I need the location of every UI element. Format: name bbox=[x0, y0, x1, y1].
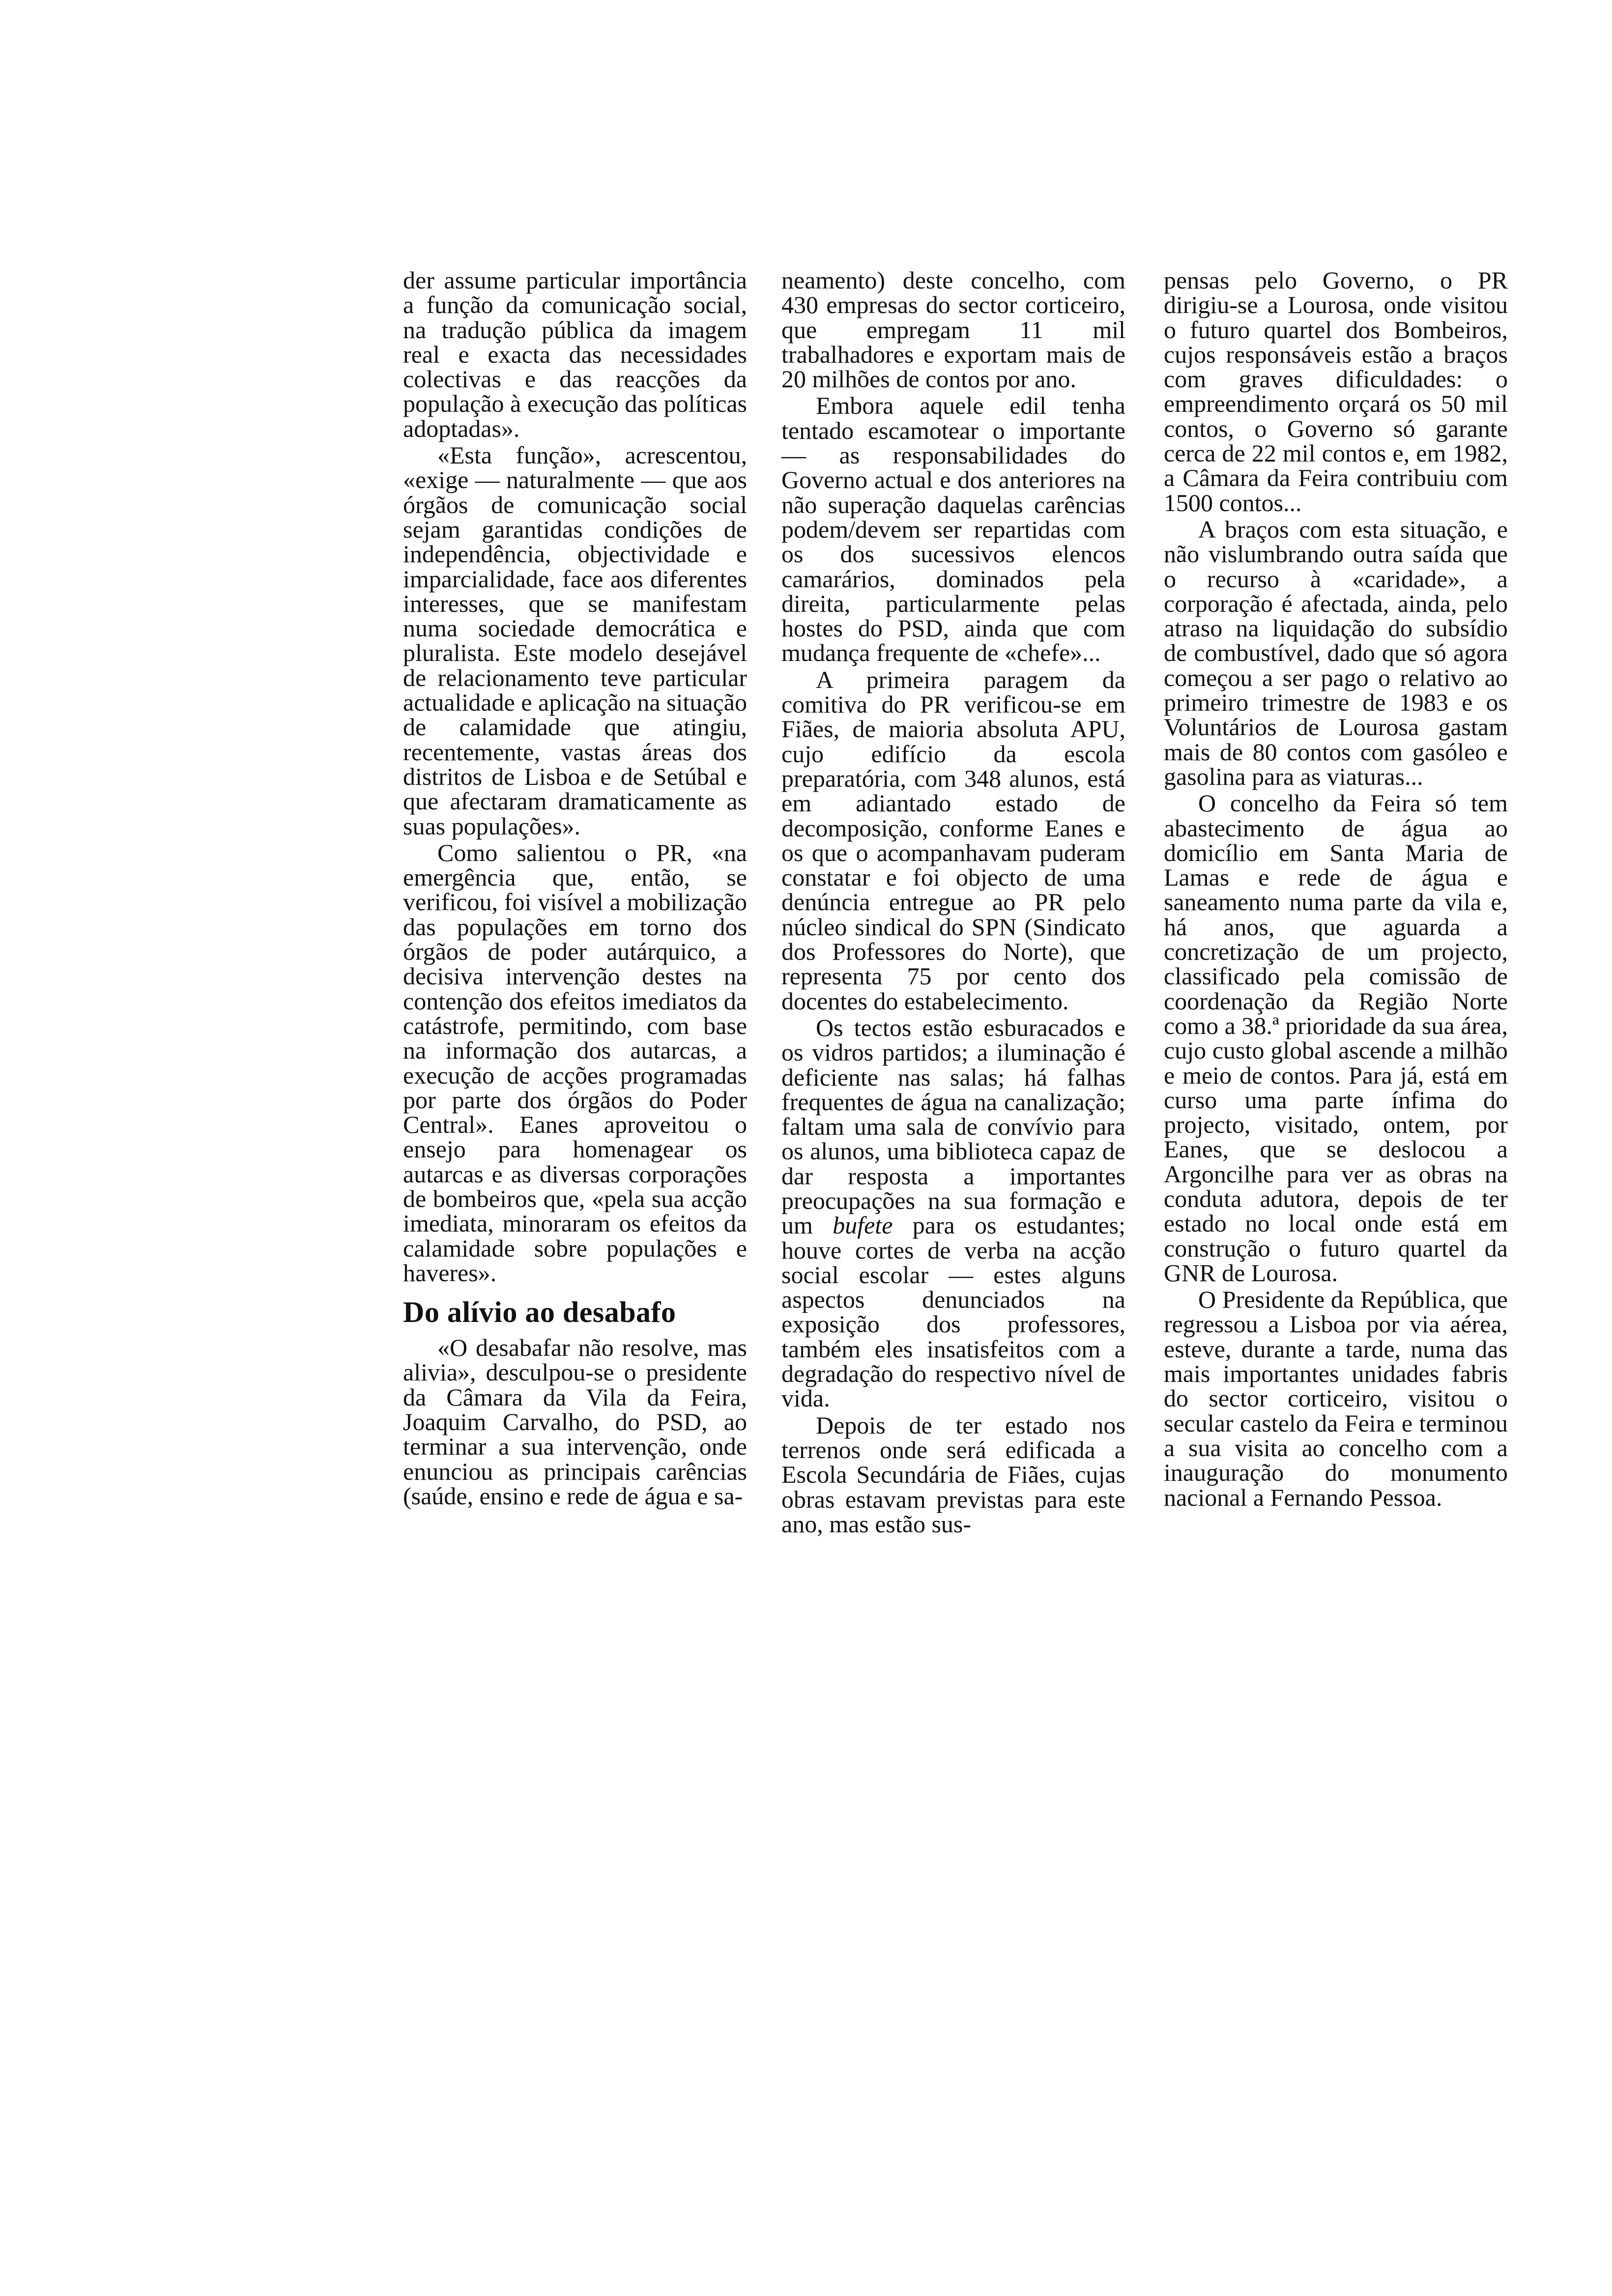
paragraph: A primeira paragem da comitiva do PR verificou-se em Fiães, de maioria absoluta APU, cujo edifício da escola preparatória, com 348 alunos, está em adiantado estado de decomposição, conforme Eanes e os que o acompanhavam puderam constatar e foi objecto de uma denúncia entregue ao PR pelo núcleo sindical do SPN (Sindicato dos Professores do Norte), que representa 75 por cento dos docentes do estabelecimento. bbox=[781, 665, 1125, 1015]
paragraph: pensas pelo Governo, o PR dirigiu-se a Lourosa, onde visitou o futuro quartel dos Bombeiros, cujos responsáveis estão a braços com graves dificuldades: o empreendimento orçará os 50 mil contos, o Governo só garante cerca de 22 mil contos e, em 1982, a Câmara da Feira contribuiu com 1500 contos... bbox=[1164, 266, 1508, 517]
paragraph: Como salientou o PR, «na emergência que, então, se verificou, foi visível a mobilização das populações em torno dos órgãos de poder autárquico, a decisiva intervenção destes na contenção dos efeitos imediatos da catástrofe, permitindo, com base na informação dos autarcas, a execução de acções programadas por parte dos órgãos do Poder Central». Eanes aproveitou o ensejo para homenagear os autarcas e as diversas corporações de bombeiros que, «pela sua acção imediata, minoraram os efeitos da calamidade sobre populações e haveres». bbox=[403, 838, 747, 1287]
paragraph: O Presidente da República, que regressou a Lisboa por via aérea, esteve, durante a tarde, numa das mais importantes unidades fabris do sector corticeiro, visitou o secular castelo da Feira e terminou a sua visita ao concelho com a inauguração do monumento nacional a Fernando Pessoa. bbox=[1164, 1286, 1508, 1511]
paragraph: O concelho da Feira só tem abastecimento de água ao domicílio em Santa Maria de Lamas e rede de água e saneamento numa parte da vila e, há anos, que aguarda a concretização de um projecto, classificado pela comissão de coordenação da Região Norte como a 38.ª prioridade da sua área, cujo custo global ascende a milhão e meio de contos. Para já, está em curso uma parte ínfima do projecto, visitado, ontem, por Eanes, que se deslocou a Argoncilhe para ver as obras na conduta adutora, depois de ter estado no local onde está em construção o futuro quartel da GNR de Lourosa. bbox=[1164, 789, 1508, 1287]
paragraph: neamento) deste concelho, com 430 empresas do sector corticeiro, que empregam 11 mil trabalhadores e exportam mais de 20 milhões de contos por ano. bbox=[781, 266, 1125, 393]
section-subheading: Do alívio ao desabafo bbox=[403, 1296, 676, 1329]
paragraph-text: para os estudantes; houve cortes de verba na acção social escolar — estes alguns aspectos denunciados na exposição dos professores, também eles insatisfeitos com a degradação do respectivo nível de vida. bbox=[781, 1211, 1125, 1412]
article-column-1 bbox=[403, 268, 747, 1508]
paragraph: «O desabafar não resolve, mas alivia», desculpou-se o presidente da Câmara da Vila da Feira, Joaquim Carvalho, do PSD, ao terminar a sua intervenção, onde enunciou as principais carências (saúde, ensino e rede de água e sa- bbox=[403, 1334, 747, 1510]
paragraph: «Esta função», acrescentou, «exige — naturalmente — que aos órgãos de comunicação social sejam garantidas condições de independência, objectividade e imparcialidade, face aos diferentes interesses, que se manifestam numa sociedade democrática e pluralista. Este modelo desejável de relacionamento teve particular actualidade e aplicação na situação de calamidade que atingiu, recentemente, vastas áreas dos distritos de Lisboa e de Setúbal e que afectaram dramaticamente as suas populações». bbox=[403, 441, 747, 840]
paragraph: A braços com esta situação, e não vislumbrando outra saída que o recurso à «caridade», a corporação é afectada, ainda, pelo atraso na liquidação do subsídio de combustível, dado que só agora começou a ser pago o relativo ao primeiro trimestre de 1983 e os Voluntários de Lourosa gastam mais de 80 contos com gasóleo e gasolina para as viaturas... bbox=[1164, 515, 1508, 790]
paragraph-text: Os tectos estão esburacados e os vidros partidos; a iluminação é deficiente nas salas; há falhas frequentes de água na canalização; faltam uma sala de convívio para os alunos, uma biblioteca capaz de dar resposta a importantes preocupações na sua formação e um bbox=[781, 1013, 1125, 1239]
paragraph bbox=[781, 1015, 1125, 1411]
paragraph: Depois de ter estado nos terrenos onde será edificada a Escola Secundária de Fiães, cujas obras estavam previstas para este ano, mas estão sus- bbox=[781, 1411, 1125, 1538]
article-column-3 bbox=[1164, 268, 1508, 1510]
paragraph: der assume particular importância a função da comunicação social, na tradução pública da imagem real e exacta das necessidades colectivas e das reacções da população à execução das políticas adoptadas». bbox=[403, 266, 747, 442]
article-column-2 bbox=[781, 268, 1125, 1536]
italic-term: bufete bbox=[833, 1211, 893, 1239]
paragraph: Embora aquele edil tenha tentado escamotear o importante — as responsabilidades do Governo actual e dos anteriores na não superação daquelas carências podem/devem ser repartidas com os dos sucessivos elencos camarários, dominados pela direita, particularmente pelas hostes do PSD, ainda que com mudança frequente de «chefe»... bbox=[781, 392, 1125, 667]
